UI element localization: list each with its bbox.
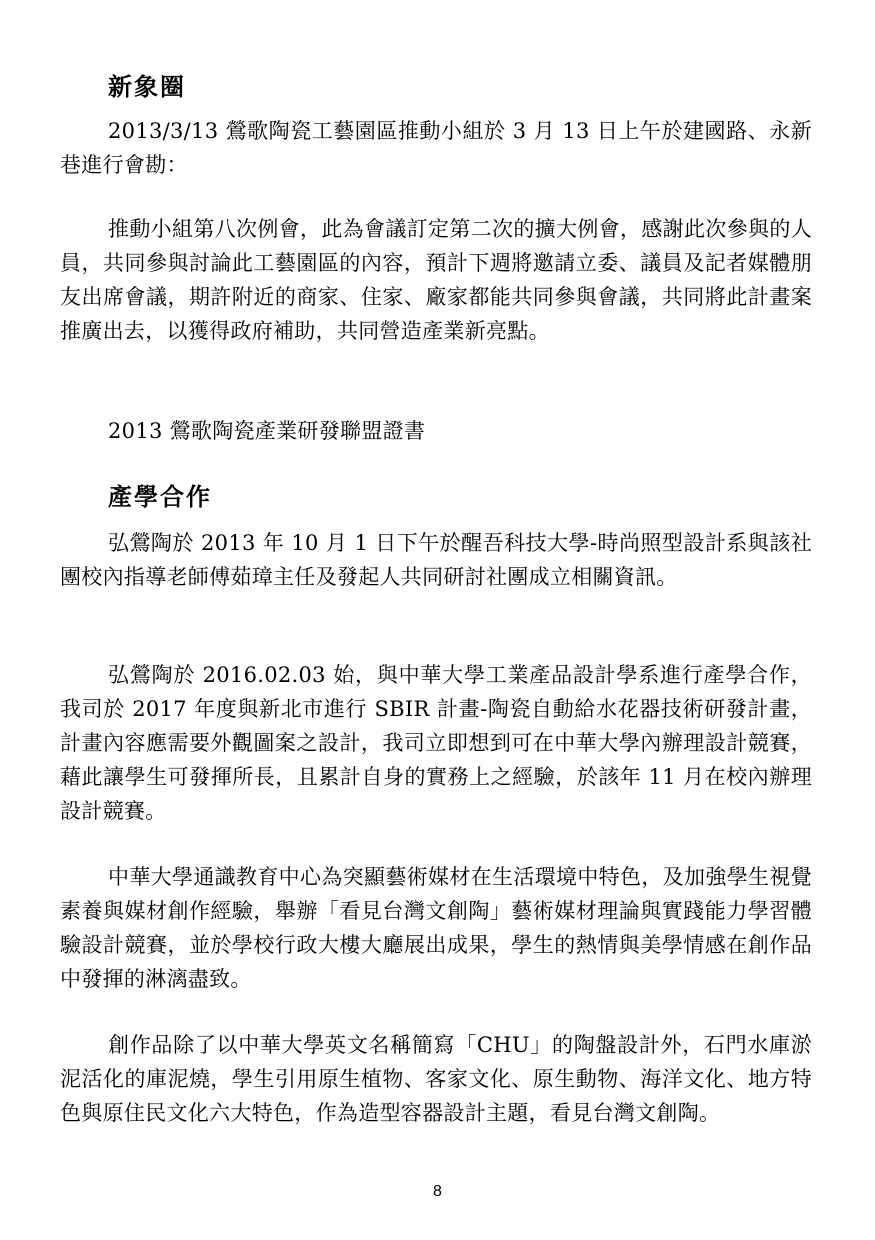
paragraph-hsing-wu-university: 弘鶯陶於 2013 年 10 月 1 日下午於醒吾科技大學-時尚照型設計系與該社團校內指導老師傅茹璋主任及發起人共同研討社團成立相關資訊。 (60, 531, 812, 589)
paragraph-works-themes: 創作品除了以中華大學英文名稱簡寫「CHU」的陶盤設計外，石門水庫淤泥活化的庫泥燒，學生引用原生植物、客家文化、原生動物、海洋文化、地方特色與原住民文化六大特色，作為造型容器設計主題，看見台灣文創陶。 (60, 1033, 812, 1125)
page-number: 8 (433, 1183, 442, 1200)
section-heading-industry-academia: 產學合作 (108, 483, 212, 511)
paragraph-site-survey: 2013/3/13 鶯歌陶瓷工藝園區推動小組於 3 月 13 日上午於建國路、永新巷進行會勘： (60, 119, 812, 177)
paragraph-alliance-certificate: 2013 鶯歌陶瓷產業研發聯盟證書 (108, 419, 426, 443)
paragraph-design-competition: 中華大學通識教育中心為突顯藝術媒材在生活環境中特色，及加強學生視覺素養與媒材創作經驗，舉辦「看見台灣文創陶」藝術媒材理論與實踐能力學習體驗設計競賽，並於學校行政大樓大廳展出成果，學生的熱情與美學情感在創作品中發揮的淋漓盡致。 (60, 865, 812, 991)
paragraph-promotion-meeting: 推動小組第八次例會，此為會議訂定第二次的擴大例會，感謝此次參與的人員，共同參與討論此工藝園區的內容，預計下週將邀請立委、議員及記者媒體朋友出席會議，期許附近的商家、住家、廠家都能共同參與會議，共同將此計畫案推廣出去，以獲得政府補助，共同營造產業新亮點。 (60, 217, 812, 343)
section-heading-xinxiangquan: 新象圈 (108, 73, 186, 101)
paragraph-chung-hua-cooperation: 弘鶯陶於 2016.02.03 始，與中華大學工業產品設計學系進行產學合作，我司於 2017 年度與新北市進行 SBIR 計畫-陶瓷自動給水花器技術研發計畫，計畫內容應需要外觀圖案之設計，我司立即想到可在中華大學內辦理設計競賽，藉此讓學生可發揮所長，且累計自身的實務上之經驗，於該年 11 月在校內辦理設計競賽。 (60, 663, 812, 823)
